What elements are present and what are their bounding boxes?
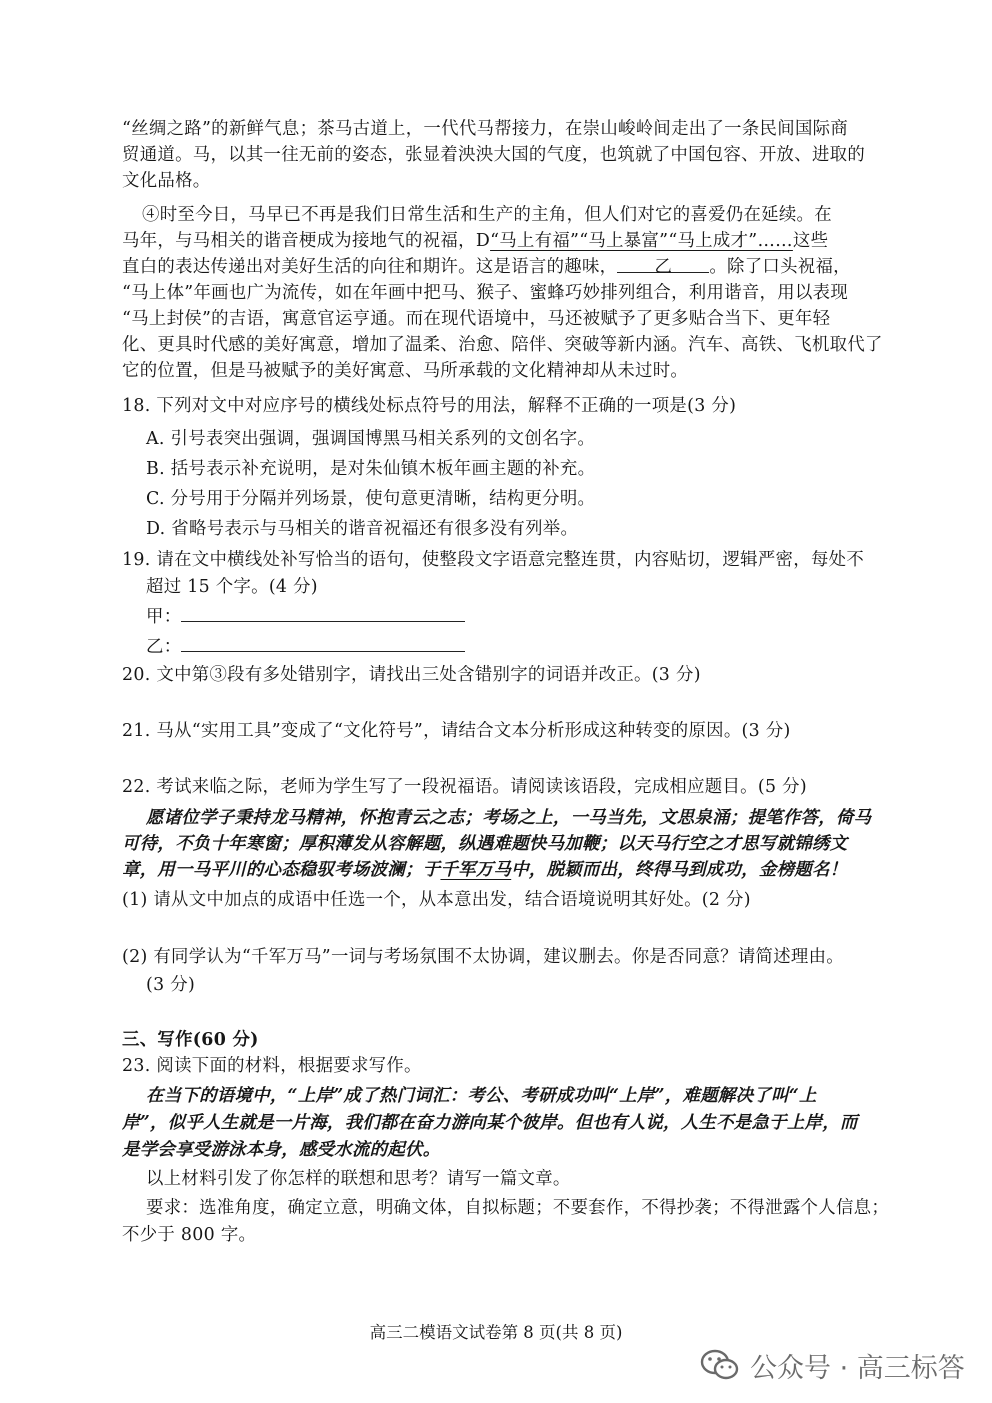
writing-requirements: 不少于 800 字。 (122, 1225, 257, 1245)
blessing-text-line: 可待，不负十年寒窗；厚积薄发从容解题，纵遇难题快马加鞭；以天马行空之才思写就锦绣文 (122, 834, 848, 854)
option-b: B. 括号表示补充说明，是对朱仙镇木板年画主题的补充。 (146, 459, 596, 479)
question-22-sub-2: (3 分) (146, 975, 196, 995)
passage-line: “丝绸之路”的新鲜气息；茶马古道上，一代代马帮接力，在崇山峻岭间走出了一条民间国际商 (122, 119, 849, 139)
blessing-text-line: 愿诸位学子秉持龙马精神，怀抱青云之志；考场之上，一马当先，文思泉涌；提笔作答，倚马 (146, 808, 872, 828)
paragraph-4-line: 化、更具时代感的美好寓意，增加了温柔、治愈、陪伴、突破等新内涵。汽车、高铁、飞机取代了 (122, 335, 883, 355)
underlined-blessings: “马上有福”“马上暴富”“马上成才”…… (490, 231, 793, 251)
blessing-text-line: 章，用一马平川的心态稳驭考场波澜；于千军万马中，脱颖而出，终得马到成功，金榜题名！ (122, 860, 848, 880)
underlined-idiom: 千军万马 (440, 860, 512, 880)
option-a: A. 引号表突出强调，强调国博黑马相关系列的文创名字。 (146, 429, 596, 449)
question-23-stem: 23. 阅读下面的材料，根据要求写作。 (122, 1056, 422, 1076)
material-line: 是学会享受游泳本身，感受水流的起伏。 (122, 1140, 441, 1160)
section-title: 三、写作(60 分) (122, 1030, 259, 1050)
answer-line-yi: 乙： (146, 633, 465, 660)
blank-yi: 乙 (617, 254, 709, 273)
question-20: 20. 文中第③段有多处错别字，请找出三处含错别字的词语并改正。(3 分) (122, 665, 701, 685)
question-22-sub-1: (1) 请从文中加点的成语中任选一个，从本意出发，结合语境说明其好处。(2 分) (122, 890, 751, 910)
paragraph-4-line: “马上体”年画也广为流传，如在年画中把马、猴子、蜜蜂巧妙排列组合，利用谐音，用以表现 (122, 283, 849, 303)
question-21: 21. 马从“实用工具”变成了“文化符号”，请结合文本分析形成这种转变的原因。(3 分) (122, 721, 791, 741)
question-18-stem: 18. 下列对文中对应序号的横线处标点符号的用法，解释不正确的一项是(3 分) (122, 396, 737, 416)
writing-prompt: 以上材料引发了你怎样的联想和思考？请写一篇文章。 (146, 1169, 571, 1189)
paragraph-4-line: 马年，与马相关的谐音梗成为接地气的祝福，D“马上有福”“马上暴富”“马上成才”……这些 (122, 231, 829, 251)
page-footer: 高三二模语文试卷第 8 页(共 8 页) (369, 1323, 623, 1342)
answer-blank[interactable] (181, 603, 465, 622)
material-line: 在当下的语境中，“上岸”成了热门词汇：考公、考研成功叫“上岸”，难题解决了叫“上 (146, 1086, 817, 1106)
passage-line: 贸通道。马，以其一往无前的姿态，张显着泱泱大国的气度，也筑就了中国包容、开放、进取的 (122, 145, 866, 165)
passage-line: 文化品格。 (122, 171, 211, 191)
question-22-sub-2: (2) 有同学认为“千军万马”一词与考场氛围不太协调，建议删去。你是否同意？请简述理由。 (122, 947, 844, 967)
paragraph-4-line: 直白的表达传递出对美好生活的向往和期许。这是语言的趣味， 乙 。除了口头祝福， (122, 254, 851, 280)
material-line: 岸”，似乎人生就是一片海，我们都在奋力游向某个彼岸。但也有人说，人生不是急于上岸，而 (122, 1113, 858, 1133)
answer-blank[interactable] (181, 633, 465, 652)
option-c: C. 分号用于分隔并列场景，使句意更清晰，结构更分明。 (146, 489, 596, 509)
option-d: D. 省略号表示与马相关的谐音祝福还有很多没有列举。 (146, 519, 579, 539)
watermark-text: 公众号 · 高三标答 (750, 1352, 965, 1384)
paragraph-4-line: 它的位置，但是马被赋予的美好寓意、马所承载的文化精神却从未过时。 (122, 361, 689, 381)
watermark (700, 1345, 965, 1385)
paragraph-4-line: “马上封侯”的吉语，寓意官运亨通。而在现代语境中，马还被赋予了更多贴合当下、更年轻 (122, 309, 831, 329)
paragraph-4-line: ④时至今日，马早已不再是我们日常生活和生产的主角，但人们对它的喜爱仍在延续。在 (142, 205, 832, 225)
writing-requirements: 要求：选准角度，确定立意，明确文体，自拟标题；不要套作，不得抄袭；不得泄露个人信息； (146, 1198, 890, 1218)
wechat-icon (700, 1348, 740, 1382)
question-19-stem: 超过 15 个字。(4 分) (146, 577, 318, 597)
question-22-stem: 22. 考试来临之际，老师为学生写了一段祝福语。请阅读该语段，完成相应题目。(5 分) (122, 777, 807, 797)
question-19-stem: 19. 请在文中横线处补写恰当的语句，使整段文字语意完整连贯，内容贴切，逻辑严密，每处不 (122, 550, 865, 570)
answer-line-jia: 甲： (146, 603, 465, 630)
